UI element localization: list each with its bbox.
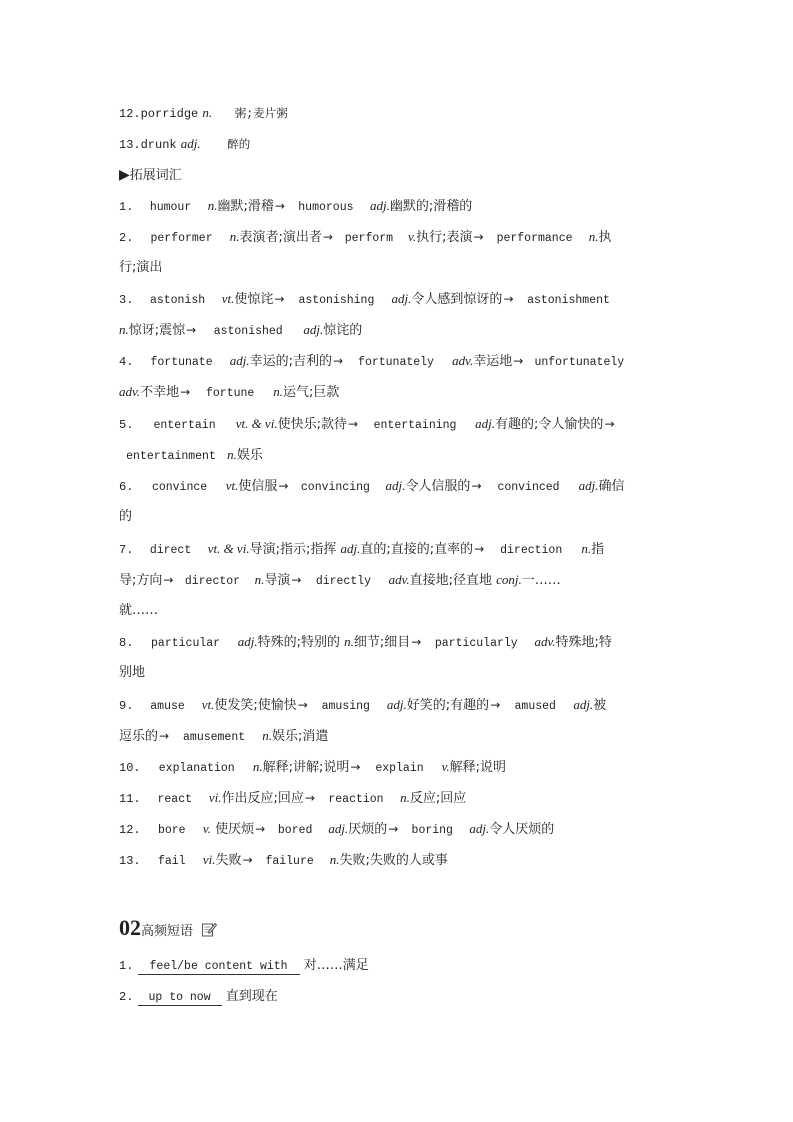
arrow-icon: →	[513, 354, 524, 368]
arrow-icon: →	[274, 292, 285, 306]
section-heading-02: 02高频短语	[119, 914, 679, 942]
answer-blank: explain	[361, 761, 437, 776]
answer-blank: entertainment	[119, 449, 223, 464]
ext-item-3: 3. astonish vt.使惊诧→ astonishing adj.令人感到惊讶的→ astonishment	[119, 290, 679, 308]
arrow-icon: →	[473, 230, 484, 244]
arrow-icon: →	[159, 729, 170, 743]
answer-blank: astonishment	[515, 293, 623, 308]
answer-blank: humorous	[286, 200, 366, 215]
phrase-item-2: 2. up to now 直到现在	[119, 989, 278, 1004]
ext-item-13: 13. fail vi.失败→ failure n.失败;失败的人或事	[119, 852, 448, 868]
answer-blank: direction	[485, 543, 577, 558]
answer-blank: humour	[138, 200, 204, 215]
arrow-icon: →	[322, 230, 333, 244]
arrow-icon: →	[278, 479, 289, 493]
arrow-icon: →	[163, 573, 174, 587]
ext-item-8: 8. particular adj.特殊的;特别的 n.细节;细目→ particularly adv.特殊地;特	[119, 634, 612, 650]
ext-item-5: 5. entertain vt. & vi.使快乐;款待→ entertaining adj.有趣的;令人愉快的→	[119, 416, 615, 432]
vocab-item-13: 13.drunk adj. 醉的	[119, 135, 679, 153]
answer-blank: particularly	[422, 636, 530, 651]
answer-blank: bored	[266, 823, 324, 838]
answer-blank: fortune	[191, 386, 269, 401]
answer-blank: particular	[138, 636, 234, 651]
answer-blank: astonished	[197, 324, 299, 339]
answer-blank: explanation	[145, 761, 249, 776]
ext-item-9-cont: 逗乐的→ amusement n.娱乐;消遣	[119, 728, 329, 744]
vocab-item-12: 12.porridge n. 粥;麦片粥	[119, 104, 679, 122]
ext-item-11: 11. react vi.作出反应;回应→ reaction n.反应;回应	[119, 790, 467, 806]
answer-blank: convinced	[483, 480, 575, 495]
ext-item-2: 2. performer n.表演者;演出者→ perform v.执行;表演→ performance n.执	[119, 229, 612, 245]
arrow-icon: →	[180, 385, 191, 399]
ext-item-12: 12. bore v. 使厌烦→ bored adj.厌烦的→ boring adj.令人厌烦的	[119, 821, 555, 837]
phrase-item-1: 1. feel/be content with 对……满足	[119, 958, 369, 973]
answer-blank: director	[174, 574, 250, 589]
ext-item-7-cont2: 就……	[119, 603, 159, 618]
answer-blank: directly	[302, 574, 384, 589]
answer-blank: 醉的	[205, 138, 273, 153]
answer-blank: reaction	[316, 792, 396, 807]
answer-blank: fortunate	[138, 355, 226, 370]
answer-blank: failure	[254, 854, 326, 869]
answer-blank: convincing	[289, 480, 381, 495]
answer-blank: up to now	[138, 990, 222, 1006]
ext-item-7: 7. direct vt. & vi.导演;指示;指挥 adj.直的;直接的;直率的→ direction n.指	[119, 541, 605, 557]
answer-blank: feel/be content with	[138, 959, 300, 975]
arrow-icon: →	[471, 479, 482, 493]
arrow-icon: →	[304, 791, 315, 805]
answer-blank: astonishing	[285, 293, 387, 308]
answer-blank: bore	[145, 823, 199, 838]
arrow-icon: →	[388, 822, 399, 836]
ext-item-4-cont: adv.不幸地→ fortune n.运气;巨款	[119, 384, 340, 400]
answer-blank: amuse	[138, 699, 198, 714]
arrow-icon: →	[274, 199, 285, 213]
triangle-marker-icon: ▶	[119, 167, 130, 183]
answer-blank: entertaining	[359, 418, 471, 433]
answer-blank: perform	[334, 231, 404, 246]
ext-item-10: 10. explanation n.解释;讲解;说明→ explain v.解释;说明	[119, 759, 507, 775]
arrow-icon: →	[242, 853, 253, 867]
extension-vocab-heading: ▶拓展词汇	[119, 167, 182, 183]
ext-item-4: 4. fortunate adj.幸运的;吉利的→ fortunately adv.幸运地→ unfortunately	[119, 352, 679, 370]
ext-item-3-cont: n.惊讶;震惊→ astonished adj.惊诧的	[119, 322, 363, 338]
ext-item-1: 1. humour n.幽默;滑稽→ humorous adj.幽默的;滑稽的	[119, 198, 473, 214]
ext-item-6-cont: 的	[119, 509, 133, 524]
answer-blank: direct	[138, 543, 204, 558]
ext-item-6: 6. convince vt.使信服→ convincing adj.令人信服的→ convinced adj.确信	[119, 478, 625, 494]
arrow-icon: →	[186, 323, 197, 337]
arrow-icon: →	[604, 417, 615, 431]
answer-blank: fortunately	[344, 355, 448, 370]
arrow-icon: →	[474, 542, 485, 556]
arrow-icon: →	[332, 354, 344, 368]
answer-blank: astonish	[138, 293, 218, 308]
answer-blank: boring	[399, 823, 465, 838]
answer-blank: entertain	[138, 418, 232, 433]
answer-blank: amused	[501, 699, 569, 714]
ext-item-7-cont: 导;方向→ director n.导演→ directly adv.直接地;径直地 conj.一……	[119, 572, 561, 588]
ext-item-5-cont: entertainment n.娱乐	[119, 446, 679, 464]
answer-blank: react	[145, 792, 205, 807]
answer-blank: amusing	[309, 699, 383, 714]
arrow-icon: →	[350, 760, 361, 774]
arrow-icon: →	[291, 573, 302, 587]
answer-blank: unfortunately	[524, 355, 634, 370]
answer-blank: fail	[145, 854, 199, 869]
answer-blank: 粥;麦片粥	[216, 107, 306, 122]
arrow-icon: →	[297, 698, 308, 712]
ext-item-8-cont: 别地	[119, 665, 146, 680]
pencil-notepad-icon	[201, 921, 217, 937]
ext-item-2-cont: 行;演出	[119, 260, 163, 275]
arrow-icon: →	[490, 698, 501, 712]
answer-blank: performer	[138, 231, 226, 246]
answer-blank: convince	[138, 480, 222, 495]
answer-blank: performance	[485, 231, 585, 246]
arrow-icon: →	[503, 292, 514, 306]
ext-item-9: 9. amuse vt.使发笑;使愉快→ amusing adj.好笑的;有趣的→ amused adj.被	[119, 697, 607, 713]
answer-blank: amusement	[170, 730, 258, 745]
arrow-icon: →	[347, 417, 359, 431]
arrow-icon: →	[255, 822, 266, 836]
arrow-icon: →	[411, 635, 422, 649]
